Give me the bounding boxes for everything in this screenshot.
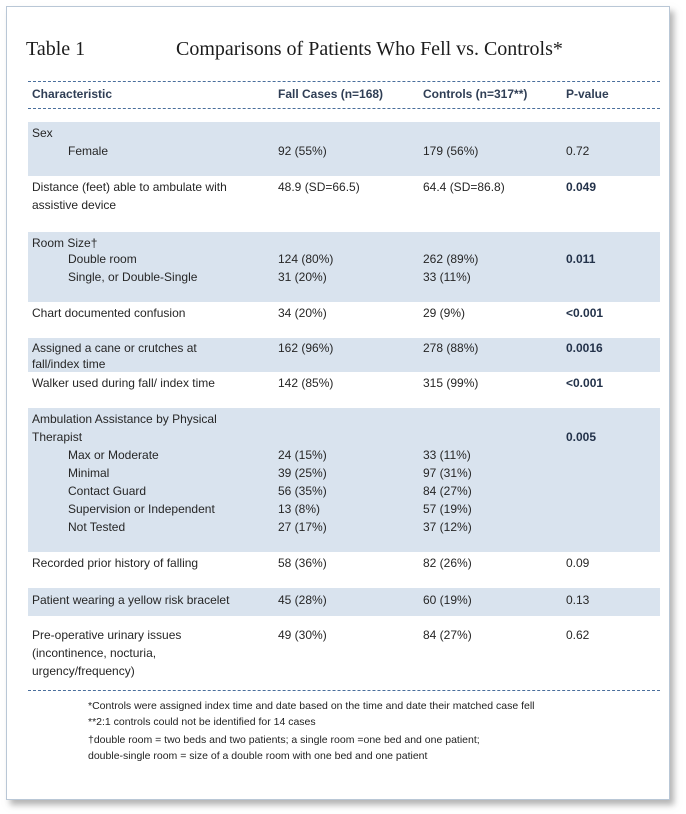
row-label: Chart documented confusion bbox=[32, 306, 186, 320]
fall-value: 49 (30%) bbox=[278, 628, 327, 642]
table-header-row bbox=[28, 85, 660, 107]
header-controls: Controls (n=317**) bbox=[423, 87, 528, 101]
row-label-continued: fall/index time bbox=[32, 357, 106, 371]
p-value: 0.72 bbox=[566, 144, 590, 158]
fall-value: 13 (8%) bbox=[278, 502, 321, 516]
row-sublabel: Contact Guard bbox=[68, 484, 147, 498]
footnote-controls: *Controls were assigned index time and date based on the time and date their matched case fell bbox=[88, 700, 535, 712]
table-row-room-size bbox=[28, 232, 660, 302]
footnote-double-single: double-single room = size of a double room with one bed and one patient bbox=[88, 750, 428, 762]
fall-value: 58 (36%) bbox=[278, 556, 327, 570]
controls-value: 278 (88%) bbox=[423, 341, 479, 355]
row-label: Assigned a cane or crutches at bbox=[32, 341, 197, 355]
row-label: Sex bbox=[32, 126, 53, 140]
table-row-history bbox=[28, 552, 660, 578]
header-bottom-rule bbox=[28, 108, 660, 109]
fall-value: 24 (15%) bbox=[278, 448, 327, 462]
row-label: Recorded prior history of falling bbox=[32, 556, 199, 570]
row-sublabel: Minimal bbox=[68, 466, 110, 480]
footnote-room-definition: †double room = two beds and two patients; a single room =one bed and one patient; bbox=[88, 734, 480, 746]
controls-value: 33 (11%) bbox=[423, 270, 471, 284]
fall-value: 39 (25%) bbox=[278, 466, 327, 480]
table-row-cane bbox=[28, 338, 660, 372]
controls-value: 179 (56%) bbox=[423, 144, 479, 158]
fall-value: 45 (28%) bbox=[278, 593, 327, 607]
table-row-sex bbox=[28, 122, 660, 176]
row-sublabel: Single, or Double-Single bbox=[68, 270, 198, 284]
table-row-bracelet bbox=[28, 588, 660, 616]
table-number: Table 1 bbox=[26, 38, 86, 60]
controls-value: 315 (99%) bbox=[423, 376, 479, 390]
row-label: Distance (feet) able to ambulate with bbox=[32, 180, 227, 194]
table-bottom-rule bbox=[28, 690, 660, 691]
fall-value: 162 (96%) bbox=[278, 341, 334, 355]
p-value: <0.001 bbox=[566, 376, 604, 390]
fall-value: 31 (20%) bbox=[278, 270, 327, 284]
row-sublabel: Double room bbox=[68, 252, 137, 266]
row-sublabel: Max or Moderate bbox=[68, 448, 159, 462]
table-row-distance bbox=[28, 176, 660, 222]
fall-value: 56 (35%) bbox=[278, 484, 327, 498]
row-label: Ambulation Assistance by Physical bbox=[32, 412, 217, 426]
fall-value: 124 (80%) bbox=[278, 252, 334, 266]
row-label: Patient wearing a yellow risk bracelet bbox=[32, 593, 230, 607]
header-p-value: P-value bbox=[566, 87, 609, 101]
controls-value: 29 (9%) bbox=[423, 306, 466, 320]
fall-value: 48.9 (SD=66.5) bbox=[278, 180, 360, 194]
header-characteristic: Characteristic bbox=[32, 87, 113, 101]
p-value: 0.049 bbox=[566, 180, 597, 194]
p-value: 0.005 bbox=[566, 430, 597, 444]
row-label: Pre-operative urinary issues bbox=[32, 628, 182, 642]
controls-value: 82 (26%) bbox=[423, 556, 472, 570]
row-label-continued: assistive device bbox=[32, 198, 117, 212]
row-label-continued: urgency/frequency) bbox=[32, 664, 135, 678]
table-row-urinary bbox=[28, 624, 660, 684]
table-row-confusion bbox=[28, 302, 660, 328]
table-row-ambulation bbox=[28, 408, 660, 552]
controls-value: 64.4 (SD=86.8) bbox=[423, 180, 505, 194]
p-value: 0.62 bbox=[566, 628, 590, 642]
controls-value: 33 (11%) bbox=[423, 448, 471, 462]
p-value: 0.011 bbox=[566, 252, 596, 266]
header-top-rule bbox=[28, 81, 660, 82]
fall-value: 27 (17%) bbox=[278, 520, 327, 534]
p-value: 0.13 bbox=[566, 593, 590, 607]
fall-value: 92 (55%) bbox=[278, 144, 327, 158]
controls-value: 60 (19%) bbox=[423, 593, 472, 607]
row-sublabel: Female bbox=[68, 144, 109, 158]
p-value: <0.001 bbox=[566, 306, 604, 320]
controls-value: 37 (12%) bbox=[423, 520, 472, 534]
row-label: Room Size† bbox=[32, 236, 98, 250]
footnote-missing-controls: **2:1 controls could not be identified for 14 cases bbox=[88, 716, 316, 728]
row-label-continued: (incontinence, nocturia, bbox=[32, 646, 157, 660]
controls-value: 84 (27%) bbox=[423, 628, 472, 642]
row-label: Walker used during fall/ index time bbox=[32, 376, 215, 390]
row-sublabel: Not Tested bbox=[68, 520, 126, 534]
fall-value: 142 (85%) bbox=[278, 376, 334, 390]
table-title bbox=[26, 38, 626, 68]
table-row-walker bbox=[28, 372, 660, 398]
controls-value: 97 (31%) bbox=[423, 466, 472, 480]
controls-value: 262 (89%) bbox=[423, 252, 479, 266]
header-fall-cases: Fall Cases (n=168) bbox=[278, 87, 384, 101]
fall-value: 34 (20%) bbox=[278, 306, 327, 320]
p-value: 0.0016 bbox=[566, 341, 603, 355]
controls-value: 57 (19%) bbox=[423, 502, 472, 516]
table-caption: Comparisons of Patients Who Fell vs. Controls* bbox=[176, 38, 563, 60]
row-sublabel: Supervision or Independent bbox=[68, 502, 215, 516]
row-label-continued: Therapist bbox=[32, 430, 83, 444]
p-value: 0.09 bbox=[566, 556, 590, 570]
controls-value: 84 (27%) bbox=[423, 484, 472, 498]
